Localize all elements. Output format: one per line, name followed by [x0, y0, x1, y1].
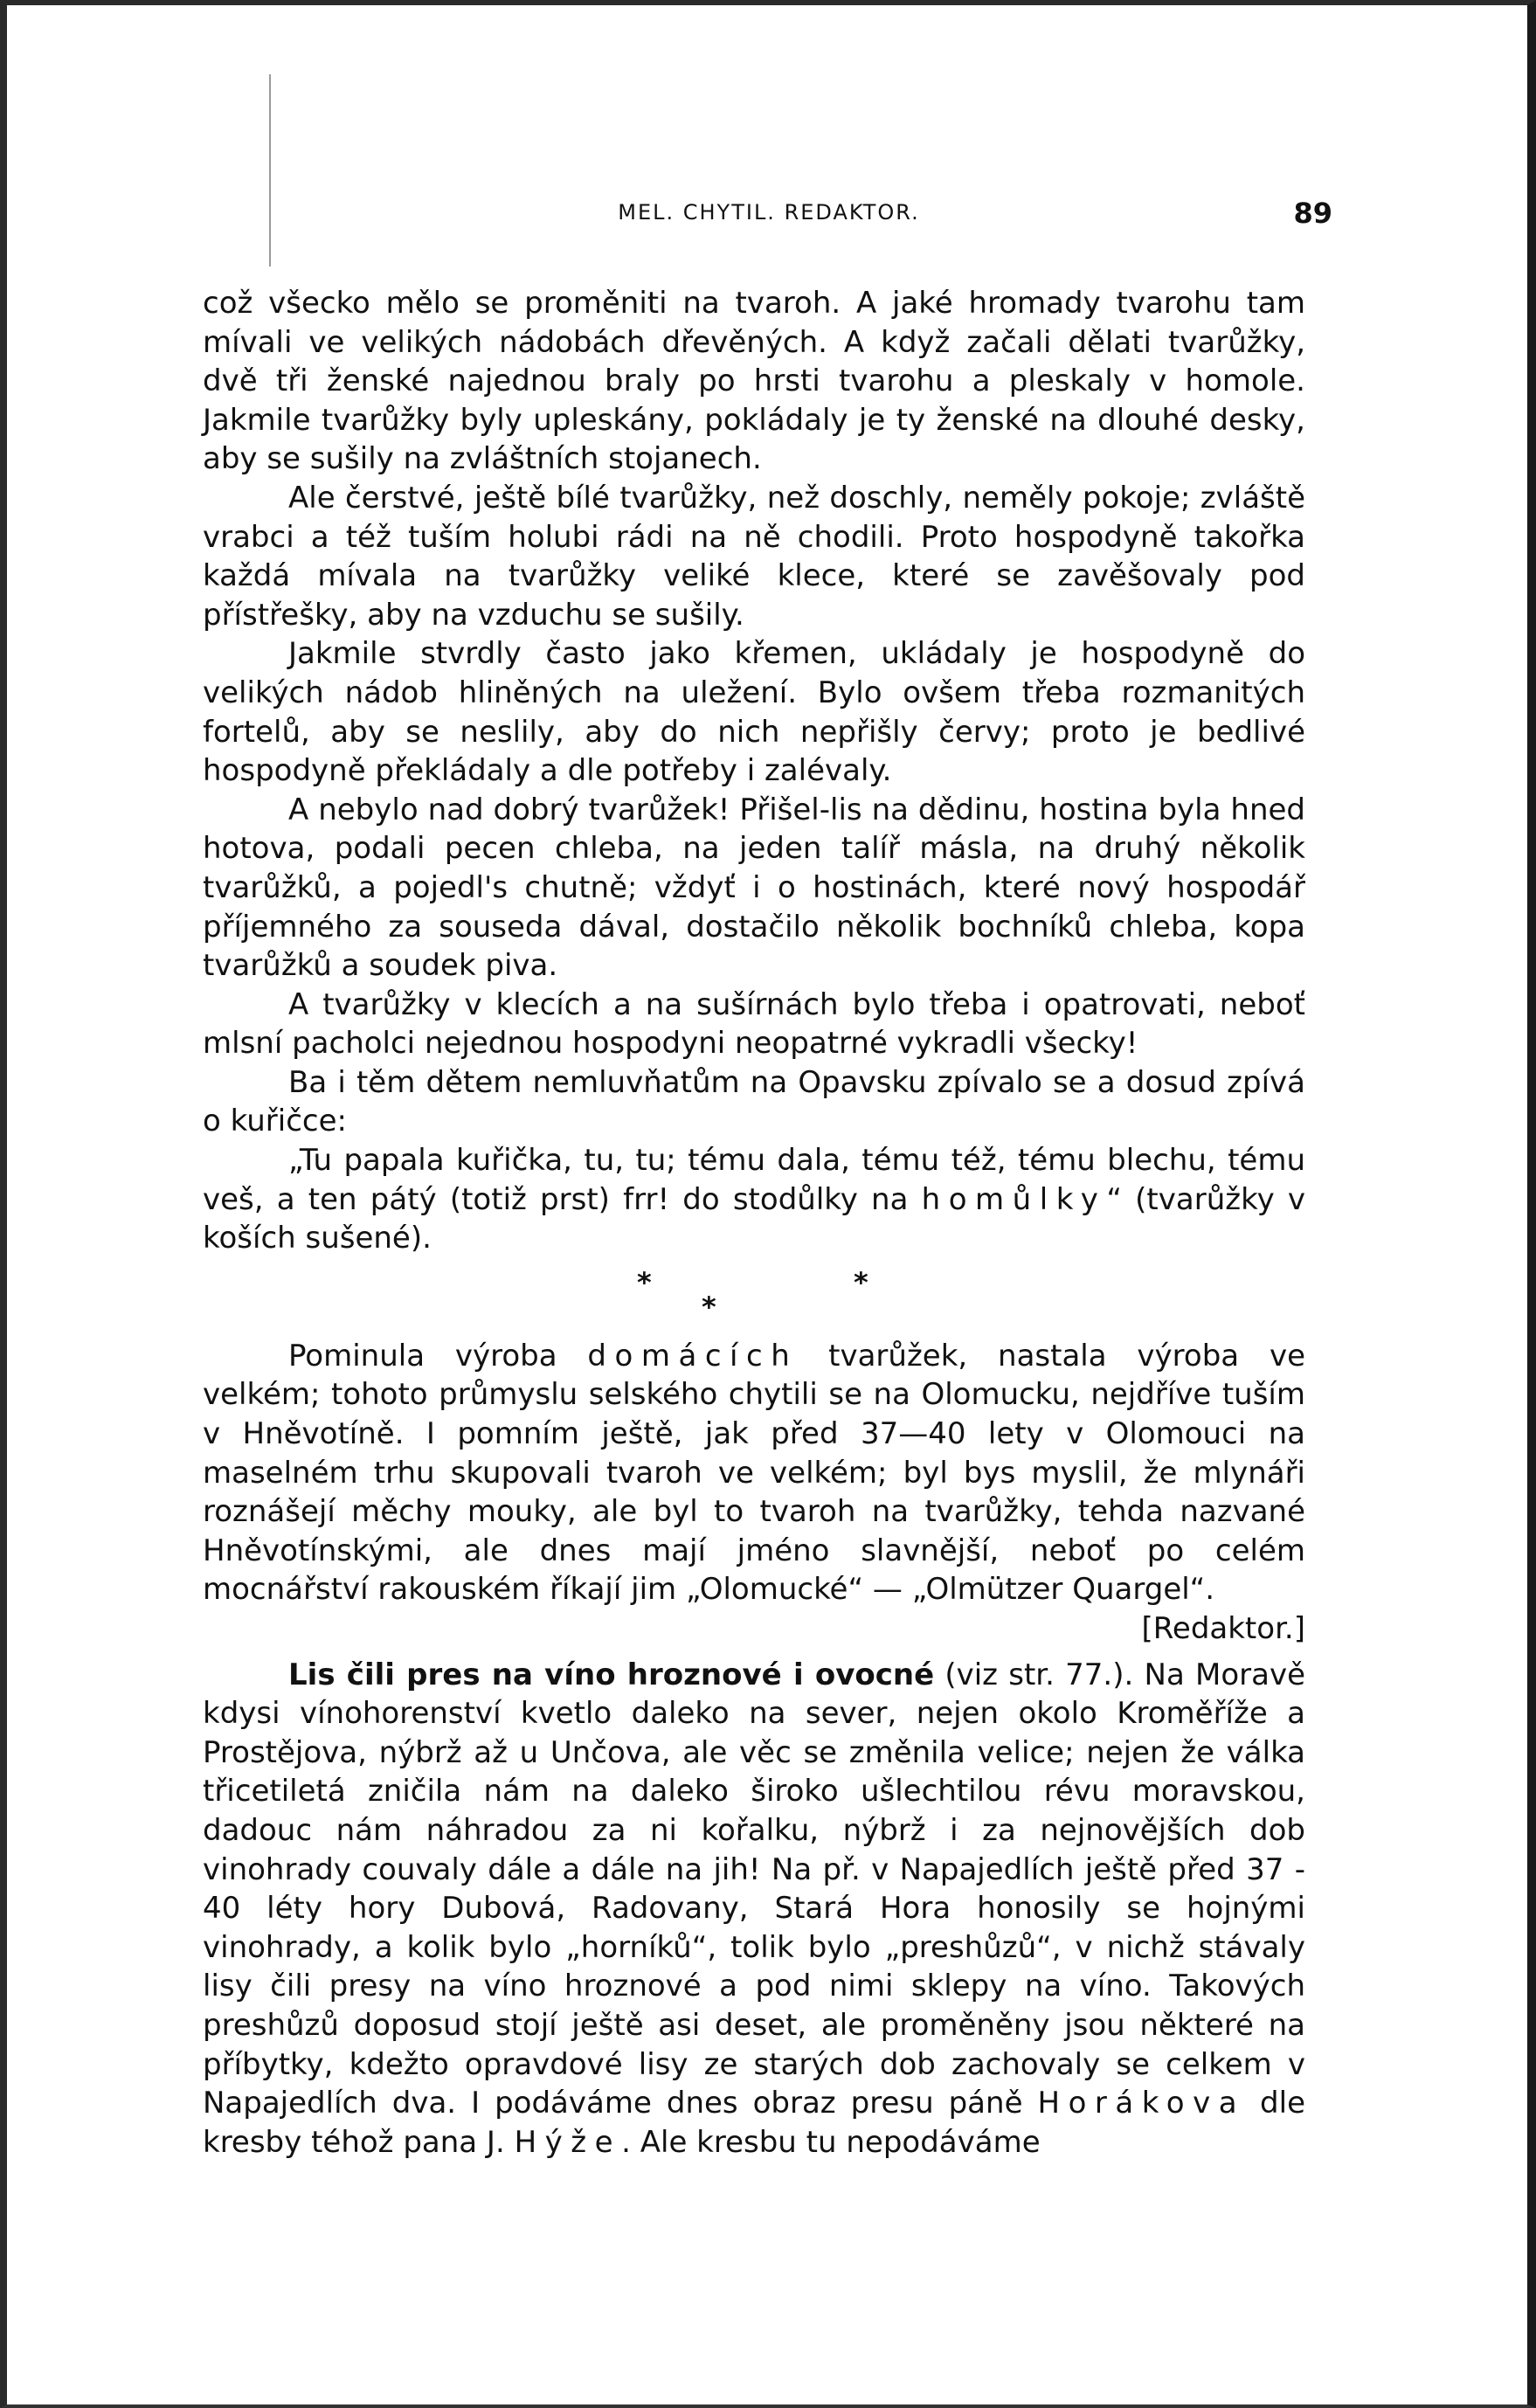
asterisk: *: [702, 1290, 716, 1324]
running-head: MEL. CHYTIL. REDAKTOR.: [618, 200, 920, 225]
p8-text: Pominula výroba: [288, 1338, 588, 1374]
paragraph-8: [203, 1337, 1305, 1646]
section-title: Lis čili pres na víno hroznové i ovocné: [288, 1657, 935, 1692]
p8-text-cont: tvarůžek, nastala výroba ve velkém; tohoto průmyslu selského chytili se na Olomucku, nejdříve tuším v Hněvotíně. I pomním ještě, jak před 37—40 lety v Olomouci na maselném trhu skupovali tvaroh ve velkém; byl bys myslil, že mlynáři roznášejí měchy mouky, ale byl to tvaroh na tvarůžky, tehda nazvané Hněvotínskými, ale dnes mají jméno slavnější, neboť po celém mocnářství rakouském říkají jim „Olomucké“ — „Olmützer Quargel“.: [203, 1338, 1305, 1608]
p9-text-cont: dle kresby téhož pana J.: [203, 2086, 1305, 2160]
p9-text: Na Moravě kdysi vínohorenství kvetlo daleko na sever, nejen okolo Kroměříže a Prostějova, nýbrž až u Unčova, ale věc se změnila velice; nejen že válka třicetiletá zničila nám na daleko široko ušlechtilou révu moravskou, dadouc nám náhradou za ni kořalku, nýbrž i za nejnovějších dob vinohrady couvaly dále a dále na jih! Na př. v Napajedlích ještě před 37 - 40 léty hory Dubová, Radovany, Stará Hora honosily se hojnými vinohrady, a kolik bylo „horníků“, tolik bylo „preshůzů“, v nichž stávaly lisy čili presy na víno hroznové a pod nimi sklepy na víno. Takových preshůzů doposud stojí ještě asi deset, ale proměněny jsou některé na příbytky, kdežto opravdové lisy ze starých dob zachovaly se celkem v Napajedlích dva. I podáváme dnes obraz presu páně: [203, 1657, 1305, 2121]
p9-text-end: . Ale kresbu tu nepodáváme: [621, 2124, 1041, 2160]
margin-line: [269, 74, 271, 266]
paragraph-9: [203, 1656, 1305, 2162]
paragraph-5: A tvarůžky v klecích a na sušírnách bylo třeba i opatrovati, neboť mlsní pacholci nejednou hospodyni neopatrné vykradli všecky!: [203, 986, 1305, 1062]
spaced-name-hyze: Hýže: [514, 2124, 622, 2160]
asterisk: *: [637, 1265, 652, 1299]
section-ref: (viz str. 77.).: [934, 1657, 1134, 1692]
spaced-word-domacich: domácích: [587, 1338, 799, 1374]
page-number: 89: [1293, 197, 1332, 230]
asterisk: *: [854, 1265, 868, 1299]
body-text: [203, 284, 1305, 2162]
spaced-word-homulky: homůlky: [921, 1181, 1107, 1217]
page-header: [205, 197, 1332, 232]
section-asterisks: [203, 1258, 1305, 1337]
song-text-end: “ (tvarůžky v koších sušené).: [203, 1181, 1306, 1256]
paragraph-3: Jakmile stvrdly často jako křemen, ukládaly je hospodyně do velikých nádob hliněných na uležení. Bylo ovšem třeba rozmanitých fortelů, aby se neslily, aby do nich nepřišly červy; proto je bedlivé hospodyně překládaly a dle potřeby i zalévaly.: [203, 636, 1305, 789]
signature: [Redaktor.]: [1141, 1611, 1305, 1646]
paragraph-1: což všecko mělo se proměniti na tvaroh. A jaké hromady tvarohu tam mívali ve velikých nádobách dřevěných. A když začali dělati tvarůžky, dvě tři ženské najednou braly po hrsti tvarohu a pleskaly v homole. Jakmile tvarůžky byly upleskány, pokládaly je ty ženské na dlouhé desky, aby se sušily na zvláštních stojanech.: [203, 286, 1305, 477]
song-text: „Tu papala kuřička, tu, tu; tému dala, tému též, tému blechu, tému veš, a ten pátý (totiž prst) frr! do stodůlky na: [203, 1143, 1305, 1217]
paragraph-6: Ba i těm dětem nemluvňatům na Opavsku zpívalo se a dosud zpívá o kuřičce:: [203, 1064, 1305, 1139]
paragraph-7-song: [203, 1141, 1305, 1258]
paragraph-2: Ale čerstvé, ještě bílé tvarůžky, než doschly, neměly pokoje; zvláště vrabci a též tuším holubi rádi na ně chodili. Proto hospodyně takořka každá mívala na tvarůžky veliké klece, které se zavěšovaly pod přístřešky, aby na vzduchu se sušily.: [203, 480, 1305, 633]
paragraph-4: A nebylo nad dobrý tvarůžek! Přišel-lis na dědinu, hostina byla hned hotova, podali pecen chleba, na jeden talíř másla, na druhý několik tvarůžků, a pojedl's chutně; vždyť i o hostinách, které nový hospodář příjemného za souseda dával, dostačilo několik bochníků chleba, kopa tvarůžků a soudek piva.: [203, 792, 1305, 984]
spaced-name-horakova: Horákova: [1037, 2086, 1246, 2121]
